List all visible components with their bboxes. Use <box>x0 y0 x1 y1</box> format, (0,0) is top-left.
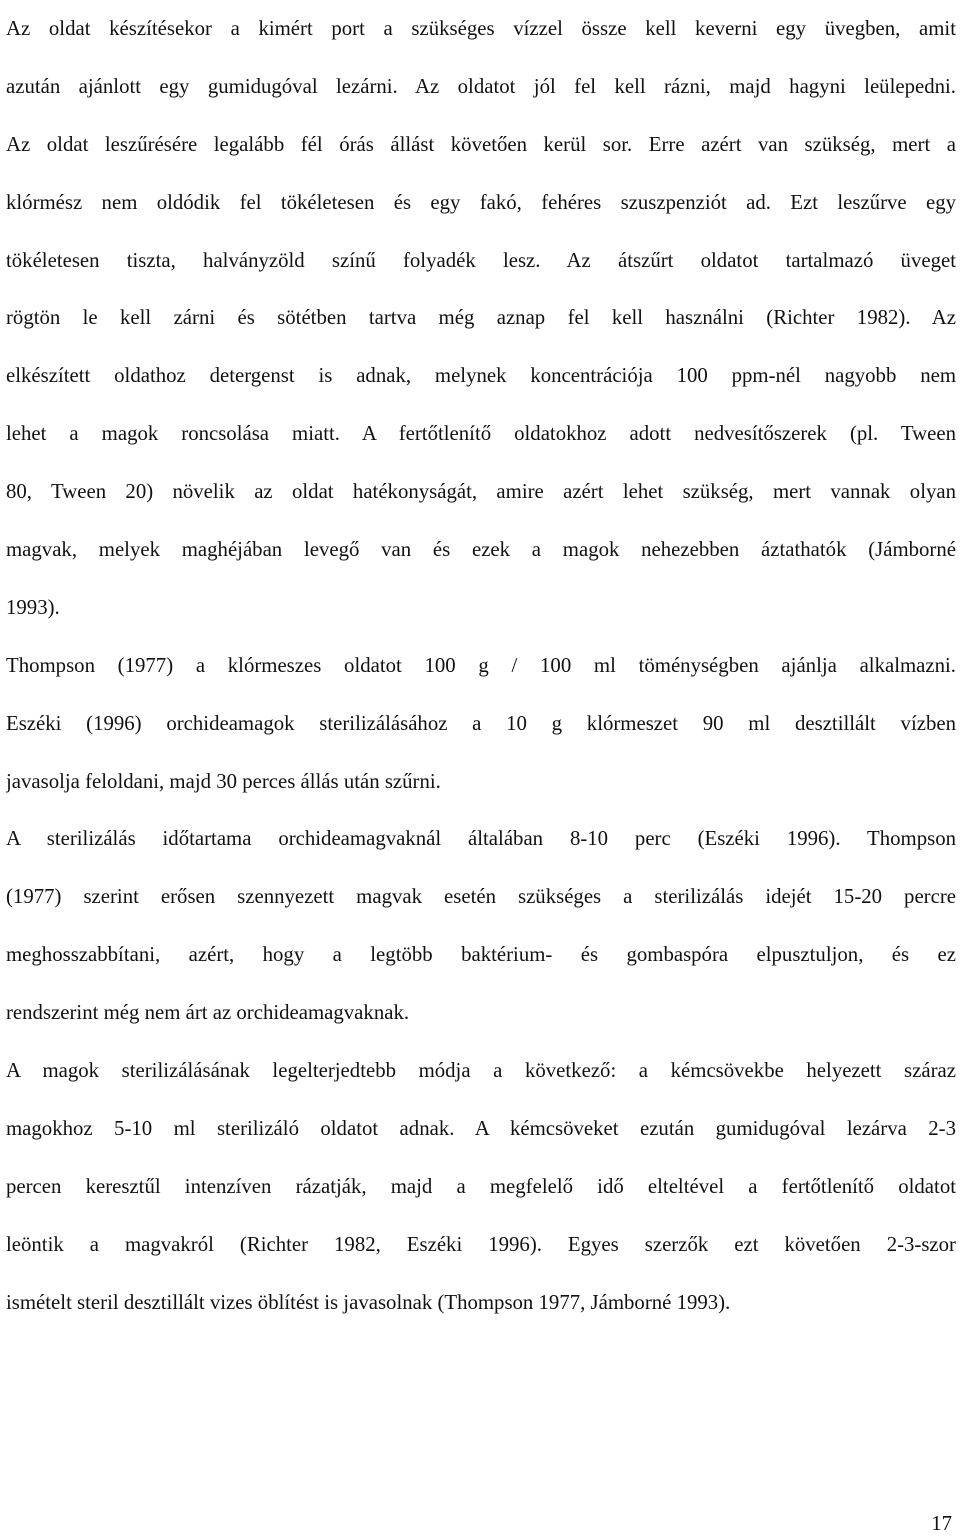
text-line: Az oldat készítésekor a kimért port a szükséges vízzel össze kell keverni egy üvegben, amit <box>6 17 956 40</box>
text-line: Eszéki (1996) orchideamagok sterilizálásához a 10 g klórmeszet 90 ml desztillált vízben <box>6 711 956 735</box>
text-line: 1993). <box>6 595 60 619</box>
paragraph <box>6 1042 956 1331</box>
text-line: elkészített oldathoz detergenst is adnak, melynek koncentrációja 100 ppm-nél nagyobb nem <box>6 364 956 388</box>
text-line: meghosszabbítani, azért, hogy a legtöbb baktérium- és gombaspóra elpusztuljon, és ez <box>6 943 956 967</box>
body-text <box>6 0 956 1331</box>
text-line: rögtön le kell zárni és sötétben tartva még aznap fel kell használni (Richter 1982). Az <box>6 306 956 330</box>
text-line: A sterilizálás időtartama orchideamagvaknál általában 8-10 perc (Eszéki 1996). Thompson <box>6 827 956 851</box>
page-number: 17 <box>931 1512 952 1535</box>
text-line: (1977) szerint erősen szennyezett magvak esetén szükséges a sterilizálás idejét 15-20 percre <box>6 885 956 909</box>
text-line: percen keresztűl intenzíven rázatják, majd a megfelelő idő elteltével a fertőtlenítő oldatot <box>6 1174 956 1198</box>
paragraph <box>6 0 956 637</box>
text-line: leöntik a magvakról (Richter 1982, Eszéki 1996). Egyes szerzők ezt követően 2-3-szor <box>6 1232 956 1256</box>
text-line: Thompson (1977) a klórmeszes oldatot 100 g / 100 ml töménységben ajánlja alkalmazni. <box>6 653 956 677</box>
text-line: rendszerint még nem árt az orchideamagvaknak. <box>6 1001 410 1025</box>
paragraph <box>6 810 956 1042</box>
text-line: lehet a magok roncsolása miatt. A fertőtlenítő oldatokhoz adott nedvesítőszerek (pl. Tween <box>6 422 956 446</box>
text-line: 80, Tween 20) növelik az oldat hatékonyságát, amire azért lehet szükség, mert vannak olyan <box>6 480 956 504</box>
text-line: azután ajánlott egy gumidugóval lezárni. Az oldatot jól fel kell rázni, majd hagyni leülepedni. <box>6 74 956 98</box>
text-line: Az oldat leszűrésére legalább fél órás állást követően kerül sor. Erre azért van szükség, mert a <box>6 132 956 156</box>
text-line: ismételt steril desztillált vizes öblítést is javasolnak (Thompson 1977, Jámborné 1993). <box>6 1290 731 1314</box>
text-line: javasolja feloldani, majd 30 perces állás után szűrni. <box>6 769 441 793</box>
paragraph <box>6 637 956 811</box>
text-line: magokhoz 5-10 ml sterilizáló oldatot adnak. A kémcsöveket ezután gumidugóval lezárva 2-3 <box>6 1116 956 1140</box>
text-line: magvak, melyek maghéjában levegő van és ezek a magok nehezebben áztathatók (Jámborné <box>6 538 956 562</box>
text-line: tökéletesen tiszta, halványzöld színű folyadék lesz. Az átszűrt oldatot tartalmazó üveget <box>6 248 956 272</box>
text-line: klórmész nem oldódik fel tökéletesen és egy fakó, fehéres szuszpenziót ad. Ezt leszűrve egy <box>6 190 956 214</box>
text-line: A magok sterilizálásának legelterjedtebb módja a következő: a kémcsövekbe helyezett száraz <box>6 1059 956 1083</box>
